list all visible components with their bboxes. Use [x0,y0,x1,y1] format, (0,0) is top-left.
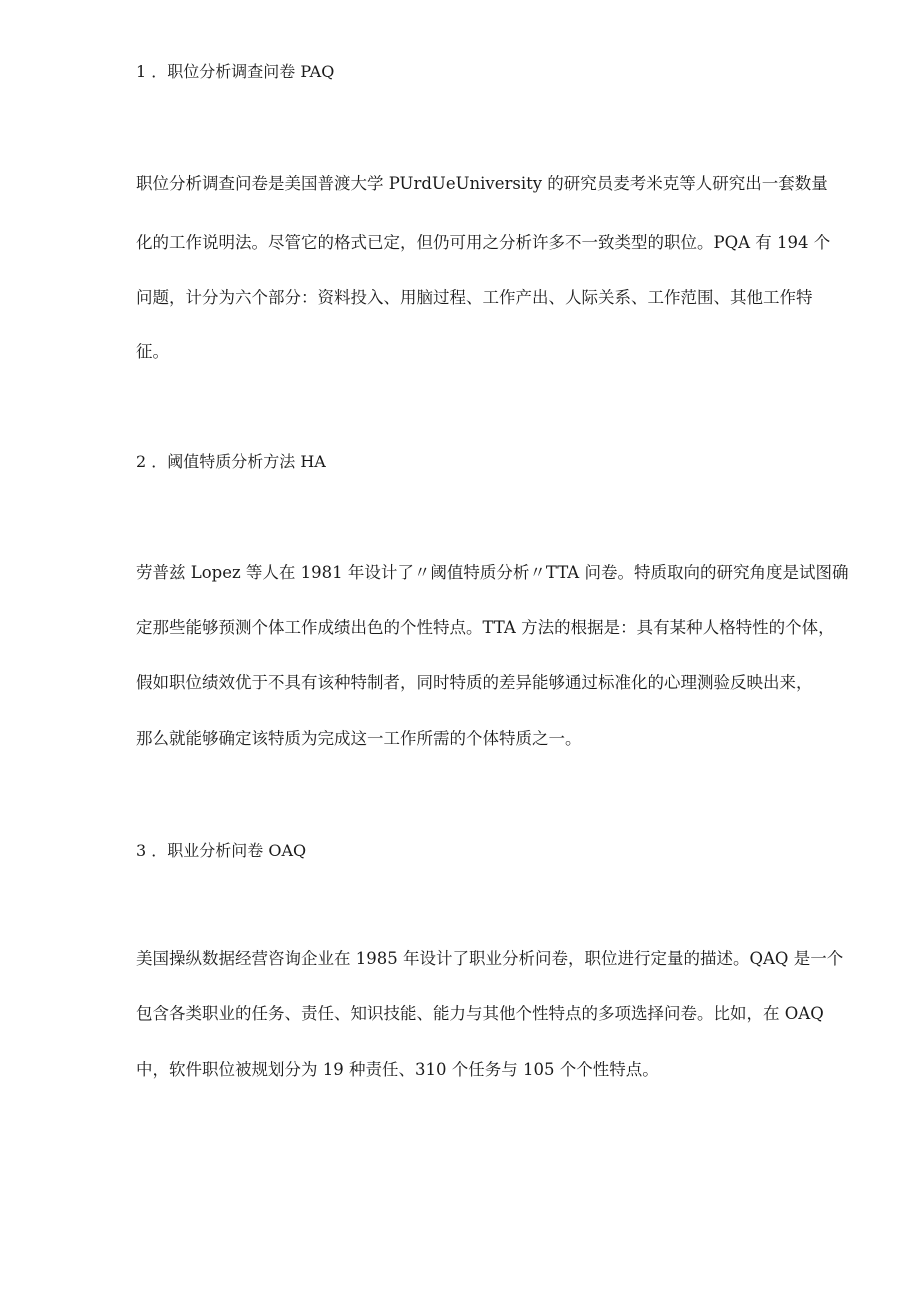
section-2-line-1: 劳普兹 Lopez 等人在 1981 年设计了〃阈值特质分析〃TTA 问卷。特质取向的研究角度是试图确 [136,563,849,582]
section-3-line-1: 美国操纵数据经营咨询企业在 1985 年设计了职业分析问卷，职位进行定量的描述。QAQ 是一个 [136,949,844,968]
section-2-line-4: 那么就能够确定该特质为完成这一工作所需的个体特质之一。 [136,729,582,748]
section-1-line-1: 职位分析调查问卷是美国普渡大学 PUrdUeUniversity 的研究员麦考米克等人研究出一套数量 [136,174,828,193]
section-1-line-2: 化的工作说明法。尽管它的格式已定，但仍可用之分析许多不一致类型的职位。PQA 有 194 个 [136,233,831,252]
section-2-heading: 2 ．阈值特质分析方法 HA [136,452,326,471]
section-2-line-2: 定那些能够预测个体工作成绩出色的个性特点。TTA 方法的根据是：具有某种人格特性的个体， [136,618,835,637]
section-1-line-4: 征。 [136,342,169,361]
section-2-line-3: 假如职位绩效优于不具有该种特制者，同时特质的差异能够通过标准化的心理测验反映出来， [136,673,813,692]
section-1-heading: 1 ．职位分析调查问卷 PAQ [136,62,335,81]
section-3-heading: 3 ．职业分析问卷 OAQ [136,841,307,860]
section-1-line-3: 问题，计分为六个部分：资料投入、用脑过程、工作产出、人际关系、工作范围、其他工作特 [136,288,813,307]
section-3-line-3: 中，软件职位被规划分为 19 种责任、310 个任务与 105 个个性特点。 [136,1060,659,1079]
section-3-line-2: 包含各类职业的任务、责任、知识技能、能力与其他个性特点的多项选择问卷。比如，在 OAQ [136,1004,824,1023]
